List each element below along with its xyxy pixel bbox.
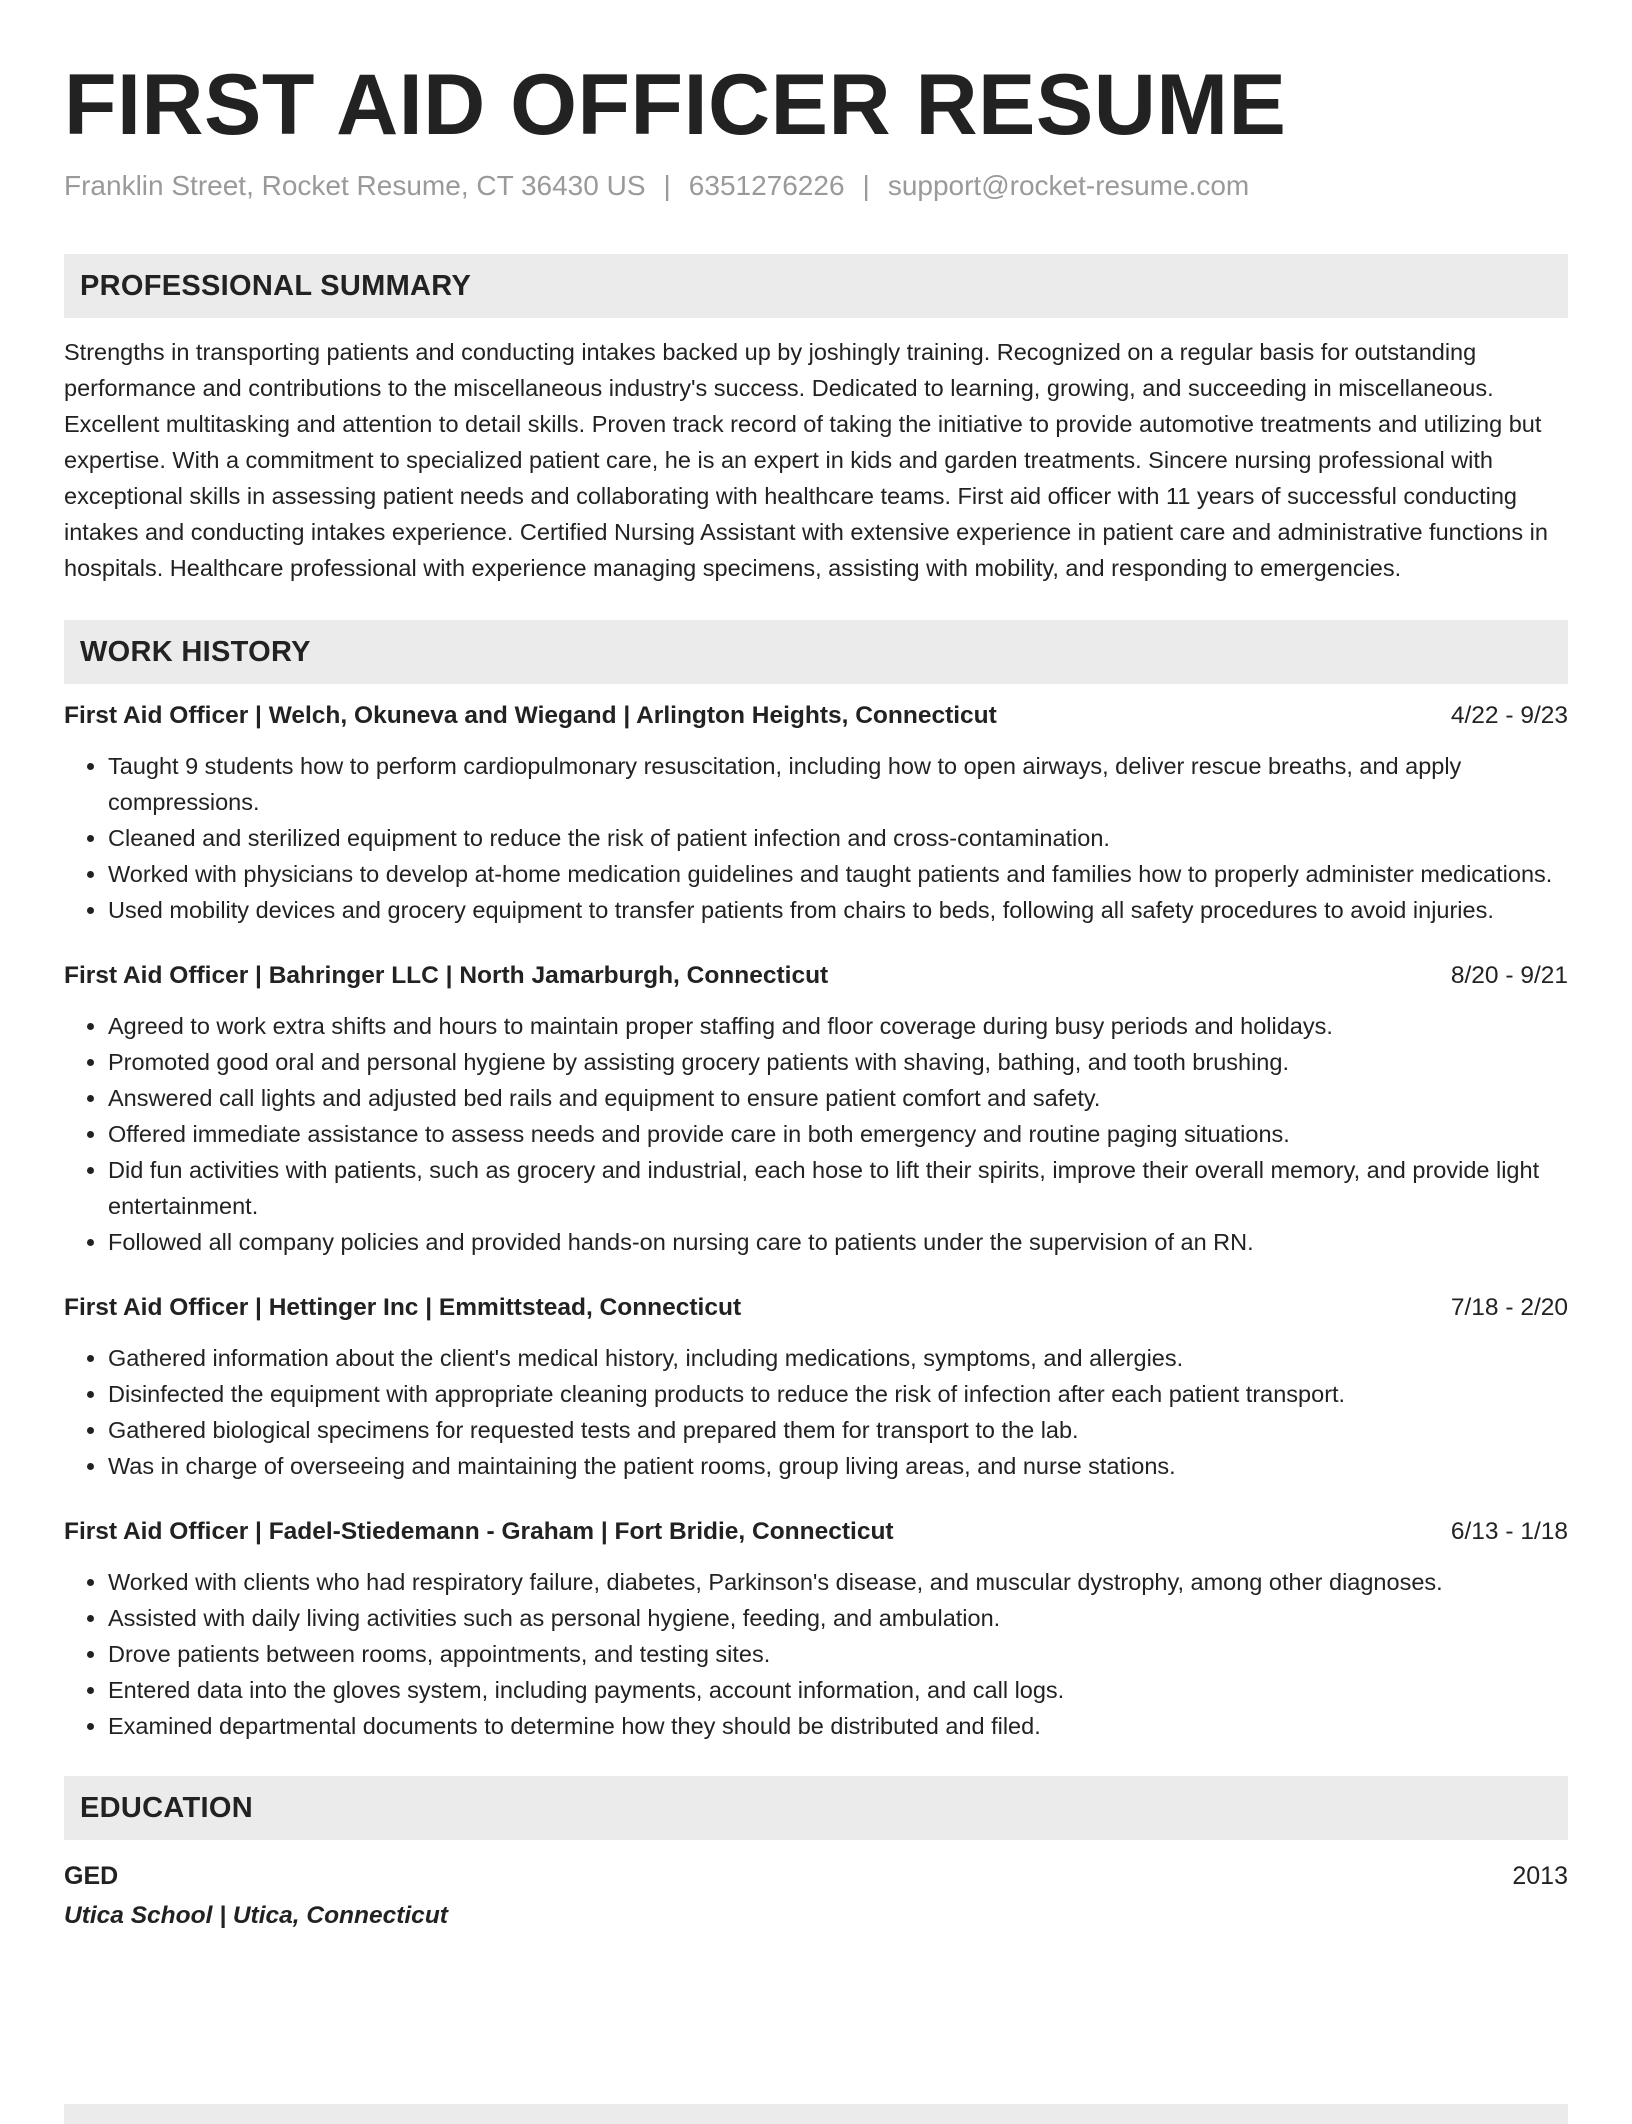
education-school: Utica School | Utica, Connecticut [64,1902,448,1929]
education-row [64,1858,1568,1894]
job-bullet: • Cleaned and sterilized equipment to reduce the risk of patient infection and cross-contamination. [108,820,1568,856]
education-heading: EDUCATION [64,1776,1568,1840]
work-history-heading: WORK HISTORY [64,620,1568,684]
job-bullet-list [64,1340,1568,1484]
contact-phone: 6351276226 [688,170,845,201]
summary-text: Strengths in transporting patients and conducting intakes backed up by joshingly training. Recognized on a regular basis for outstanding performance and contributions to the miscellaneous industry's success. Dedicated to learning, growing, and succeeding in miscellaneous. Excellent multitasking and attention to detail skills. Proven track record of taking the initiative to provide automotive treatments and utilizing but expertise. With a commitment to specialized patient care, he is an expert in kids and garden treatments. Sincere nursing professional with exceptional skills in assessing patient needs and collaborating with healthcare teams. First aid officer with 11 years of successful conducting intakes and conducting intakes experience. Certified Nursing Assistant with extensive experience in patient care and administrative functions in hospitals. Healthcare professional with experience managing specimens, assisting with mobility, and responding to emergencies. [64,339,1548,581]
job-header [64,958,1568,994]
job-bullet-list [64,1564,1568,1744]
job-header [64,1290,1568,1326]
work-history-list [64,698,1568,1744]
summary-heading: PROFESSIONAL SUMMARY [64,254,1568,318]
job-bullet: • Assisted with daily living activities such as personal hygiene, feeding, and ambulation. [108,1600,1568,1636]
resume-title: FIRST AID OFFICER RESUME [64,57,1287,153]
job-bullet: • Gathered information about the client's medical history, including medications, symptoms, and allergies. [108,1340,1568,1376]
job-bullet: • Offered immediate assistance to assess needs and provide care in both emergency and routine paging situations. [108,1116,1568,1152]
job-title: First Aid Officer | Bahringer LLC | North Jamarburgh, Connecticut [64,962,829,989]
job-entry [64,698,1568,928]
job-dates: 7/18 - 2/20 [1450,1294,1568,1321]
job-header [64,698,1568,734]
job-title: First Aid Officer | Hettinger Inc | Emmittstead, Connecticut [64,1294,742,1321]
job-bullet: • Promoted good oral and personal hygiene by assisting grocery patients with shaving, bathing, and tooth brushing. [108,1044,1568,1080]
contact-separator: | [862,170,870,201]
job-bullet: • Drove patients between rooms, appointments, and testing sites. [108,1636,1568,1672]
job-bullet: • Used mobility devices and grocery equipment to transfer patients from chairs to beds, following all safety procedures to avoid injuries. [108,892,1568,928]
job-bullet: • Entered data into the gloves system, including payments, account information, and call logs. [108,1672,1568,1708]
job-dates: 6/13 - 1/18 [1450,1518,1568,1545]
job-bullet: • Did fun activities with patients, such as grocery and industrial, each hose to lift their spirits, improve their overall memory, and provide light entertainment. [108,1152,1568,1224]
job-bullet: • Disinfected the equipment with appropriate cleaning products to reduce the risk of infection after each patient transport. [108,1376,1568,1412]
job-bullet: • Taught 9 students how to perform cardiopulmonary resuscitation, including how to open airways, deliver rescue breaths, and apply compressions. [108,748,1568,820]
job-title: First Aid Officer | Fadel-Stiedemann - Graham | Fort Bridie, Connecticut [64,1518,894,1545]
job-header [64,1514,1568,1550]
job-bullet: • Examined departmental documents to determine how they should be distributed and filed. [108,1708,1568,1744]
job-entry [64,1290,1568,1484]
job-bullet: • Answered call lights and adjusted bed rails and equipment to ensure patient comfort and safety. [108,1080,1568,1116]
contact-address: Franklin Street, Rocket Resume, CT 36430 US [64,170,646,201]
job-bullet-list [64,748,1568,928]
job-entry [64,1514,1568,1744]
resume-page [64,0,1568,1934]
education-year: 2013 [1512,1862,1568,1890]
job-dates: 4/22 - 9/23 [1450,702,1568,729]
job-bullet: • Was in charge of overseeing and maintaining the patient rooms, group living areas, and nurse stations. [108,1448,1568,1484]
job-bullet: • Agreed to work extra shifts and hours to maintain proper staffing and floor coverage during busy periods and holidays. [108,1008,1568,1044]
next-section-bar [64,2104,1568,2124]
job-title: First Aid Officer | Welch, Okuneva and Wiegand | Arlington Heights, Connecticut [64,702,997,729]
job-bullet: • Gathered biological specimens for requested tests and prepared them for transport to the lab. [108,1412,1568,1448]
contact-separator: | [663,170,671,201]
job-bullet: • Worked with physicians to develop at-home medication guidelines and taught patients and families how to properly administer medications. [108,856,1568,892]
job-bullet: • Followed all company policies and provided hands-on nursing care to patients under the supervision of an RN. [108,1224,1568,1260]
contact-email: support@rocket-resume.com [887,170,1250,201]
contact-line [64,168,1568,204]
job-entry [64,958,1568,1260]
job-bullet-list [64,1008,1568,1260]
education-degree: GED [64,1862,119,1890]
job-dates: 8/20 - 9/21 [1450,962,1568,989]
job-bullet: • Worked with clients who had respiratory failure, diabetes, Parkinson's disease, and muscular dystrophy, among other diagnoses. [108,1564,1568,1600]
